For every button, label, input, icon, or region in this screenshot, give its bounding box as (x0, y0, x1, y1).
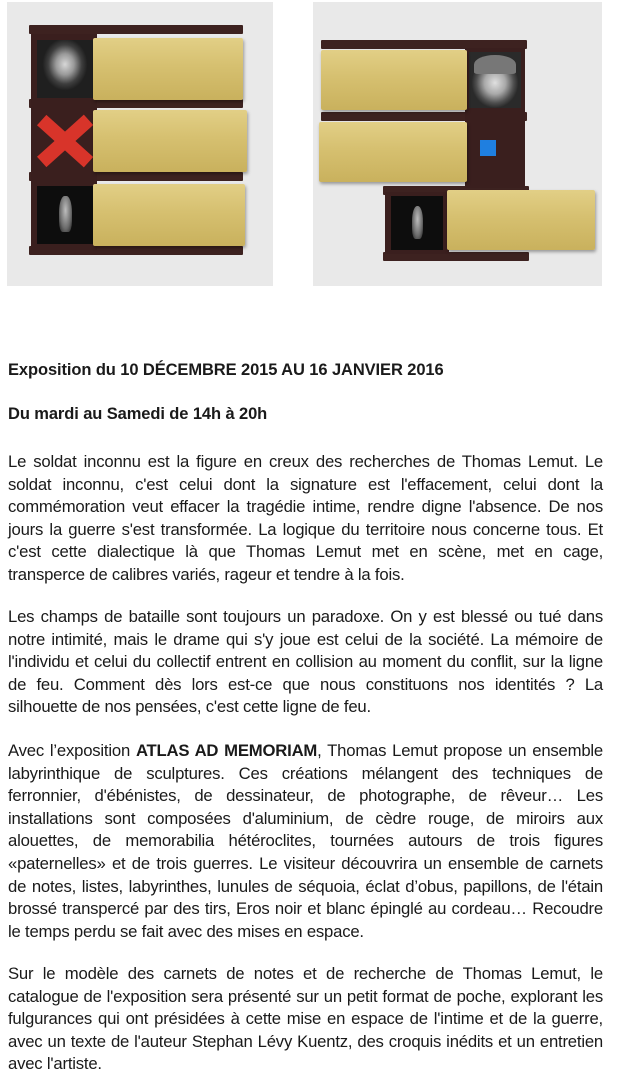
artwork-left-image (7, 2, 273, 286)
soldier-portrait-photo (37, 40, 93, 98)
brass-plaque (321, 50, 467, 110)
red-cross-icon (37, 112, 93, 170)
artwork-right-image (313, 2, 602, 286)
child-helmet-photo (469, 52, 521, 108)
opening-hours-heading: Du mardi au Samedi de 14h à 20h (8, 405, 268, 423)
brass-plaque (93, 110, 247, 172)
exhibition-title: ATLAS AD MEMORIAM (135, 741, 318, 760)
paragraph-atlas-ad-memoriam (8, 740, 603, 943)
brass-plaque (93, 38, 243, 100)
exhibition-dates-heading: Exposition du 10 DÉCEMBRE 2015 AU 16 JANVIER 2016 (8, 361, 444, 379)
paragraph-text: Avec l’exposition (8, 741, 136, 760)
nude-figure-photo (391, 196, 443, 250)
brass-plaque (319, 122, 467, 182)
nude-figure-photo (37, 186, 93, 244)
paragraph-catalogue: Sur le modèle des carnets de notes et de recherche de Thomas Lemut, le catalogue de l'exposition sera présenté sur un petit format de poche, explorant les fulgurances qui ont présidées à cette mise en espace de l'intime et de la guerre, avec un texte de l'auteur Stephan Lévy Kuentz, des croquis inédits et un entretien avec l'artiste. (8, 964, 603, 1074)
brass-plaque (93, 184, 245, 246)
paragraph-text: , Thomas Lemut propose un ensemble labyrinthique de sculptures. Ces créations mélangent des techniques de ferronnier, d'ébénistes, de dessinateur, de photographe, de rêveur… Les installations sont composées d'aluminium, de cèdre rouge, de miroirs aux alouettes, de memorabilia hétéroclites, tournées autours de trois figures «paternelles» et de trois guerres. Le visiteur découvrira un ensemble de carnets de notes, listes, labyrinthes, lunules de séquoia, éclat d’obus, papillons, de l'étain brossé transpercé par des tirs, Eros noir et blanc épinglé au cordeau… Recoudre le temps perdu se fait avec des mises en espace. (8, 741, 603, 941)
blue-square-icon (480, 140, 496, 156)
wood-rail (29, 25, 243, 34)
paragraph-soldat-inconnu: Le soldat inconnu est la figure en creux des recherches de Thomas Lemut. Le soldat inconnu, c'est celui dont la signature est l'effacement, celui dont la commémoration veut effacer la tragédie intime, rendre digne l'absence. De nos jours la guerre s'est transformée. La logique du territoire nous concerne tous. Et c'est cette dialectique là que Thomas Lemut met en scène, met en cage, transperce de calibres variés, rageur et tendre à la fois. (8, 452, 603, 584)
brass-plaque (447, 190, 595, 250)
paragraph-champs-de-bataille: Les champs de bataille sont toujours un paradoxe. On y est blessé ou tué dans notre intimité, mais le drame qui s'y joue est celui de la société. La mémoire de l'individu et celui du collectif entrent en collision au moment du conflit, sur la ligne de feu. Comment dès lors est-ce que nous constituons nos identités ? La silhouette de nos pensées, c'est cette ligne de feu. (8, 607, 603, 717)
